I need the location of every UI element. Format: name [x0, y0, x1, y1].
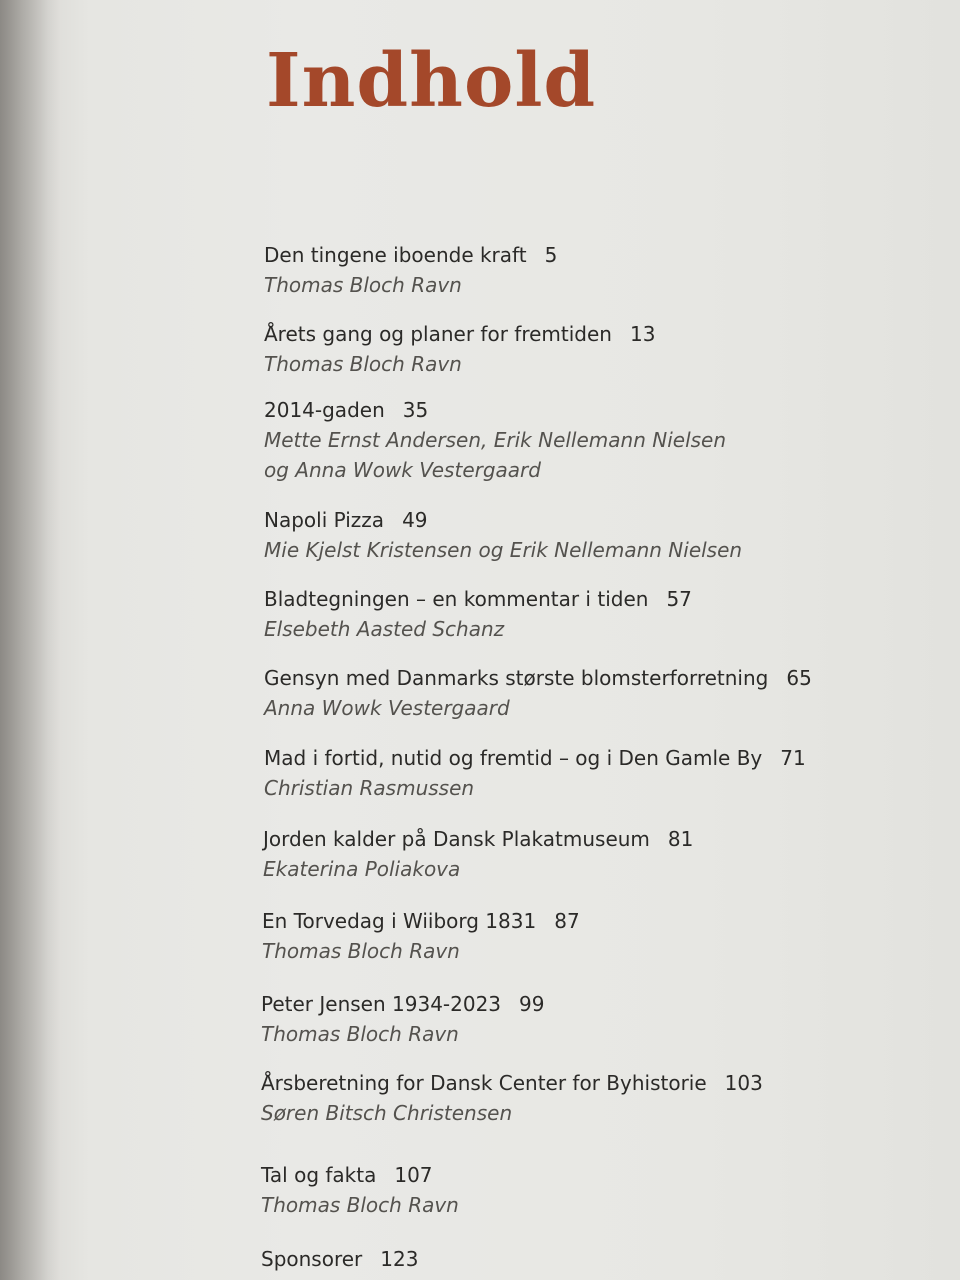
- toc-entry: [263, 826, 693, 884]
- toc-entry-title-text: Peter Jensen 1934-2023: [261, 992, 502, 1016]
- toc-entry: [261, 1070, 763, 1128]
- toc-entry-title: [261, 1246, 418, 1272]
- toc-entry-author: Thomas Bloch Ravn: [261, 1193, 459, 1217]
- toc-entry-author: Christian Rasmussen: [264, 776, 475, 800]
- toc-entry-author: Elsebeth Aasted Schanz: [264, 617, 505, 641]
- toc-entry: [262, 908, 580, 966]
- toc-entry: [261, 991, 544, 1049]
- toc-page-number: 123: [380, 1247, 419, 1271]
- toc-page-number: 71: [780, 746, 806, 770]
- toc-entry-author: og Anna Wowk Vestergaard: [264, 458, 541, 482]
- toc-entry-title-text: Sponsorer: [261, 1247, 363, 1271]
- toc-entry-title: [263, 826, 693, 852]
- toc-page-number: 103: [724, 1071, 763, 1095]
- toc-entry-title: [264, 665, 812, 691]
- toc-entry: [264, 507, 742, 565]
- page-title: Indhold: [266, 38, 597, 124]
- toc-entry-title-text: Bladtegningen – en kommentar i tiden: [264, 587, 649, 611]
- toc-entry-title: [264, 507, 742, 533]
- toc-entry-title: [261, 1070, 763, 1096]
- toc-entry-title: [262, 908, 580, 934]
- toc-page-number: 65: [786, 666, 812, 690]
- toc-entry-title: [261, 1162, 459, 1188]
- toc-entry-title-text: En Torvedag i Wiiborg 1831: [262, 909, 537, 933]
- toc-entry-title-text: Gensyn med Danmarks største blomsterforretning: [264, 666, 769, 690]
- toc-entry-title-text: Jorden kalder på Dansk Plakatmuseum: [263, 827, 650, 851]
- toc-entry-title: [264, 586, 692, 612]
- toc-entry: [261, 1246, 418, 1272]
- toc-entry-title: [264, 242, 557, 268]
- toc-entry-title: [264, 321, 655, 347]
- toc-entry: [264, 745, 806, 803]
- toc-entry-title: [264, 745, 806, 771]
- toc-entry-author: Thomas Bloch Ravn: [262, 939, 460, 963]
- toc-entry-title-text: 2014-gaden: [264, 398, 385, 422]
- toc-entry-author: Mette Ernst Andersen, Erik Nellemann Nielsen: [264, 428, 727, 452]
- toc-page-number: 107: [394, 1163, 433, 1187]
- toc-entry-title-text: Årets gang og planer for fremtiden: [264, 322, 612, 346]
- toc-entry-author: Mie Kjelst Kristensen og Erik Nellemann Nielsen: [264, 538, 743, 562]
- toc-page-number: 87: [554, 909, 580, 933]
- toc-page-number: 5: [544, 243, 558, 267]
- toc-entry-author: Thomas Bloch Ravn: [264, 273, 462, 297]
- toc-page-number: 57: [666, 587, 692, 611]
- toc-page-number: 13: [629, 322, 656, 346]
- toc-entry: [264, 665, 812, 723]
- toc-entry-author: Ekaterina Poliakova: [263, 857, 461, 881]
- toc-page-number: 49: [402, 508, 428, 532]
- toc-page-number: 99: [519, 992, 545, 1016]
- toc-entry-title-text: Mad i fortid, nutid og fremtid – og i Den Gamle By: [264, 746, 763, 770]
- toc-entry-title-text: Tal og fakta: [261, 1163, 377, 1187]
- toc-entry-author: Søren Bitsch Christensen: [261, 1101, 513, 1125]
- toc-entry-title-text: Årsberetning for Dansk Center for Byhistorie: [261, 1071, 707, 1095]
- toc-entry-author: Thomas Bloch Ravn: [264, 352, 462, 376]
- toc-entry: [264, 242, 557, 300]
- toc-entry: [264, 586, 692, 644]
- toc-entry-title-text: Den tingene iboende kraft: [264, 243, 527, 267]
- toc-entry: [264, 321, 655, 379]
- toc-entry-author: Thomas Bloch Ravn: [261, 1022, 459, 1046]
- toc-entry-title-text: Napoli Pizza: [264, 508, 385, 532]
- toc-page-number: 35: [402, 398, 429, 422]
- toc-entry-title: [264, 397, 726, 423]
- toc-page-number: 81: [667, 827, 694, 851]
- toc-entry: [261, 1162, 459, 1220]
- toc-entry-author: Anna Wowk Vestergaard: [264, 696, 510, 720]
- toc-entry: [264, 397, 726, 485]
- toc-entry-title: [261, 991, 544, 1017]
